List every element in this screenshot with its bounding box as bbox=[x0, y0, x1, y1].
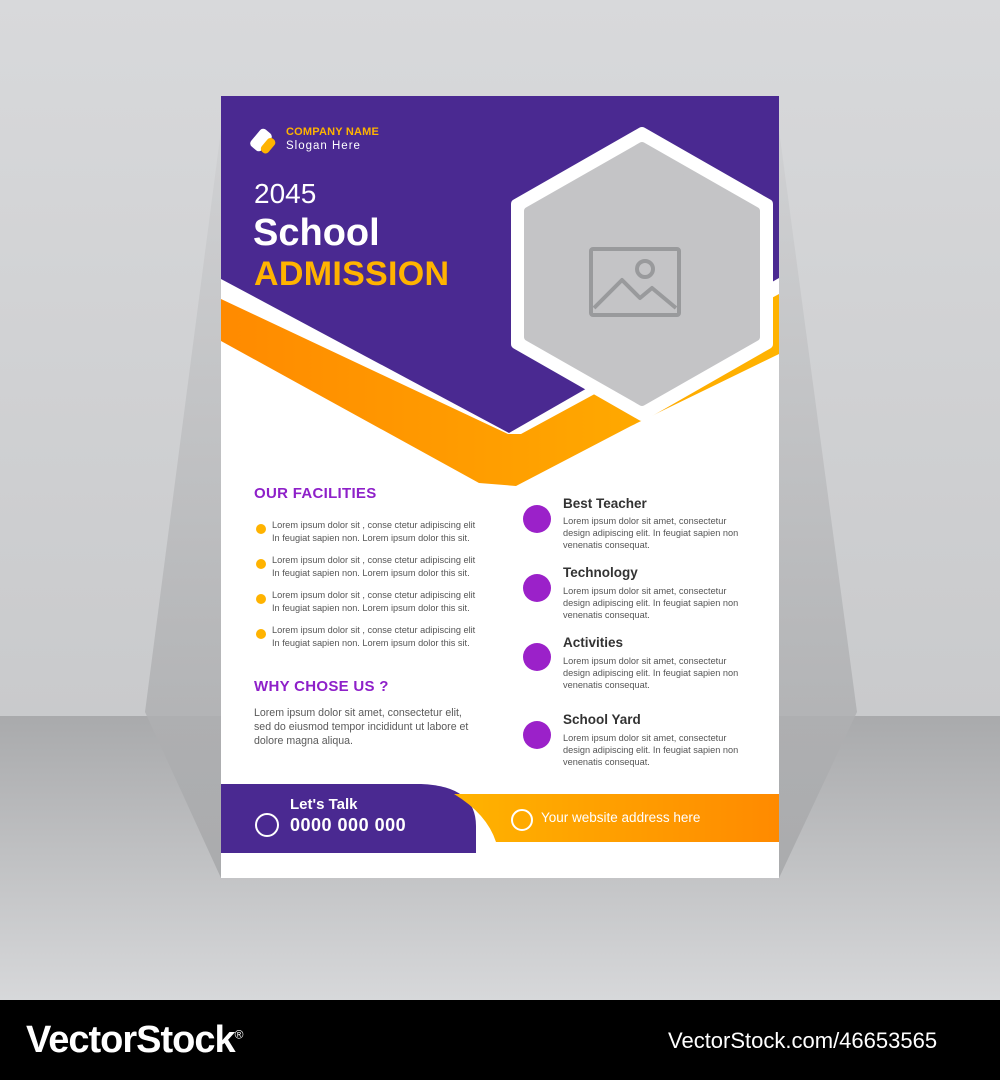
feature-desc: Lorem ipsum dolor sit amet, consectetur design adipiscing elit. In feugiat sapien non venenatis consequat. bbox=[563, 586, 739, 620]
feature-desc: Lorem ipsum dolor sit amet, consectetur design adipiscing elit. In feugiat sapien non venenatis consequat. bbox=[563, 656, 739, 690]
facility-item: Lorem ipsum dolor sit , conse ctetur adipiscing elit In feugiat sapien non. Lorem ipsum dolor this sit. bbox=[272, 590, 476, 613]
feature-desc: Lorem ipsum dolor sit amet, consectetur design adipiscing elit. In feugiat sapien non venenatis consequat. bbox=[563, 516, 739, 550]
feature-circle-icon bbox=[523, 574, 551, 602]
facility-item: Lorem ipsum dolor sit , conse ctetur adipiscing elit In feugiat sapien non. Lorem ipsum dolor this sit. bbox=[272, 555, 476, 578]
watermark-site: VectorStock.com/46653565 bbox=[668, 1028, 938, 1053]
facilities-title: OUR FACILITIES bbox=[254, 485, 377, 502]
facility-item: Lorem ipsum dolor sit , conse ctetur adipiscing elit In feugiat sapien non. Lorem ipsum dolor this sit. bbox=[272, 520, 476, 543]
registered-mark: ® bbox=[234, 1027, 243, 1042]
feature-title: Best Teacher bbox=[563, 496, 647, 511]
watermark-brand: VectorStock® bbox=[26, 1019, 243, 1061]
why-title: WHY CHOSE US ? bbox=[254, 678, 389, 695]
feature-circle-icon bbox=[523, 643, 551, 671]
feature-title: Technology bbox=[563, 565, 638, 580]
headline-school: School bbox=[253, 212, 380, 254]
globe-icon bbox=[511, 809, 533, 831]
feature-desc: Lorem ipsum dolor sit amet, consectetur design adipiscing elit. In feugiat sapien non venenatis consequat. bbox=[563, 733, 739, 767]
feature-title: Activities bbox=[563, 635, 624, 650]
bullet-dot bbox=[256, 524, 266, 534]
feature-circle-icon bbox=[523, 505, 551, 533]
facility-item: Lorem ipsum dolor sit , conse ctetur adipiscing elit In feugiat sapien non. Lorem ipsum dolor this sit. bbox=[272, 625, 476, 648]
feature-title: School Yard bbox=[563, 712, 641, 727]
feature-circle-icon bbox=[523, 721, 551, 749]
why-text: Lorem ipsum dolor sit amet, consectetur elit, sed do eiusmod tempor incididunt ut labore et dolore magna aliqua. bbox=[254, 707, 469, 748]
website-address: Your website address here bbox=[541, 810, 701, 825]
bullet-dot bbox=[256, 559, 266, 569]
admission-year: 2045 bbox=[254, 178, 317, 209]
contact-label: Let's Talk bbox=[290, 796, 358, 813]
company-name: COMPANY NAME bbox=[286, 126, 380, 138]
headline-admission: ADMISSION bbox=[254, 255, 450, 293]
bullet-dot bbox=[256, 594, 266, 604]
image-placeholder-icon bbox=[588, 246, 682, 318]
phone-icon bbox=[255, 813, 279, 837]
company-slogan: Slogan Here bbox=[286, 140, 361, 152]
phone-number: 0000 000 000 bbox=[290, 815, 407, 835]
bullet-dot bbox=[256, 629, 266, 639]
